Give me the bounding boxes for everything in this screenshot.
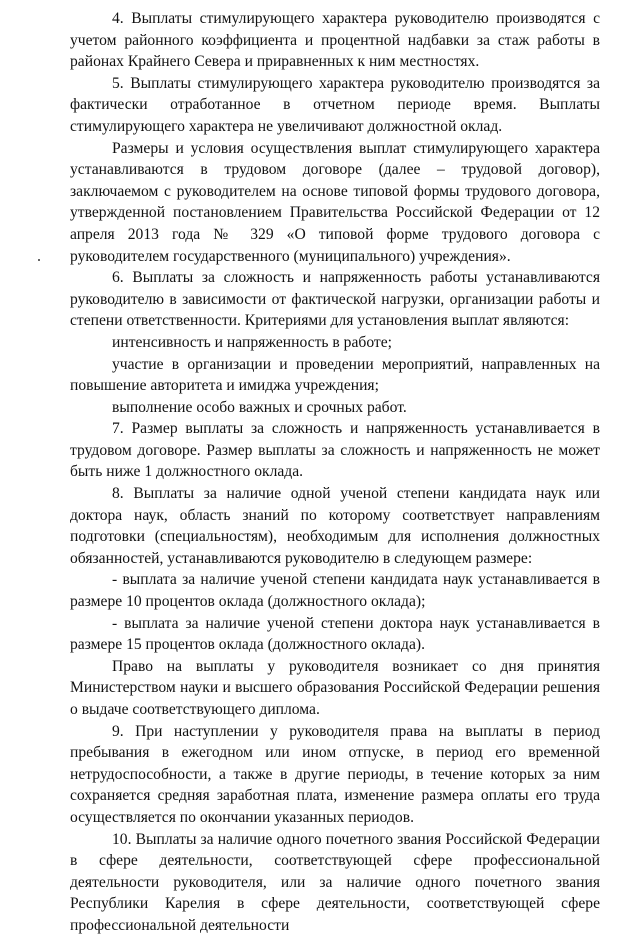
paragraph-5: 5. Выплаты стимулирующего характера руководителю производятся за фактически отработанное в отчетном периоде время. Выплаты стимулирующего характера не увеличивают должностной оклад.: [70, 74, 600, 135]
criterion-events: участие в организации и проведении мероприятий, направленных на повышение авторитета и имиджа учреждения;: [70, 355, 600, 395]
paragraph-right-to-payment: Право на выплаты у руководителя возникает со дня принятия Министерством науки и высшего образования Российской Федерации решения о выдаче соответствующего диплома.: [70, 657, 600, 718]
item-doctor-degree: - выплата за наличие ученой степени доктора наук устанавливается в размере 15 процентов оклада (должностного оклада).: [70, 614, 600, 654]
criterion-intensity: интенсивность и напряженность в работе;: [112, 333, 392, 351]
paragraph-9: 9. При наступлении у руководителя права на выплаты в период пребывания в ежегодном или ином отпуске, в период его временной нетрудоспособности, а также в другие периоды, в течение которых за ним сохраняется средняя заработная плата, изменение размера оплаты его труда осуществляется по окончании указанных периодов.: [70, 722, 600, 826]
paragraph-10: 10. Выплаты за наличие одного почетного звания Российской Федерации в сфере деятельности, соответствующей сфере профессиональной деятельности руководителя, или за наличие одного почетного звания Республики Карелия в сфере деятельности, соответствующей сфере профессиональной деятельности: [70, 830, 600, 934]
document-page: [70, 8, 600, 937]
paragraph-4: 4. Выплаты стимулирующего характера руководителю производятся с учетом районного коэффициента и процентной надбавки за стаж работы в районах Крайнего Севера и приравненных к ним местностях.: [70, 10, 600, 71]
item-candidate-degree: - выплата за наличие ученой степени кандидата наук устанавливается в размере 10 процентов оклада (должностного оклада);: [70, 571, 600, 611]
paragraph-7: 7. Размер выплаты за сложность и напряженность устанавливается в трудовом договоре. Размер выплаты за сложность и напряженность не может быть ниже 1 должностного оклада.: [70, 420, 600, 481]
paragraph-8: 8. Выплаты за наличие одной ученой степени кандидата наук или доктора наук, область знаний по которому соответствует направлениям подготовки (специальностям), необходимым для исполнения должностных обязанностей, устанавливаются руководителю в следующем размере:: [70, 485, 600, 567]
paragraph-stimulus-conditions: Размеры и условия осуществления выплат стимулирующего характера устанавливаются в трудовом договоре (далее – трудовой договор), заключаемом с руководителем на основе типовой формы трудового договора, утвержденной постановлением Правительства Российской Федерации от 12 апреля 2013 года № 329 «О типовой форме трудового договора с руководителем государственного (муниципального) учреждения».: [70, 139, 600, 265]
criterion-urgent-work: выполнение особо важных и срочных работ.: [112, 398, 407, 416]
scan-speck: [38, 259, 40, 261]
paragraph-6: 6. Выплаты за сложность и напряженность работы устанавливаются руководителю в зависимости от фактической нагрузки, организации работы и степени ответственности. Критериями для установления выплат являются:: [70, 269, 600, 330]
